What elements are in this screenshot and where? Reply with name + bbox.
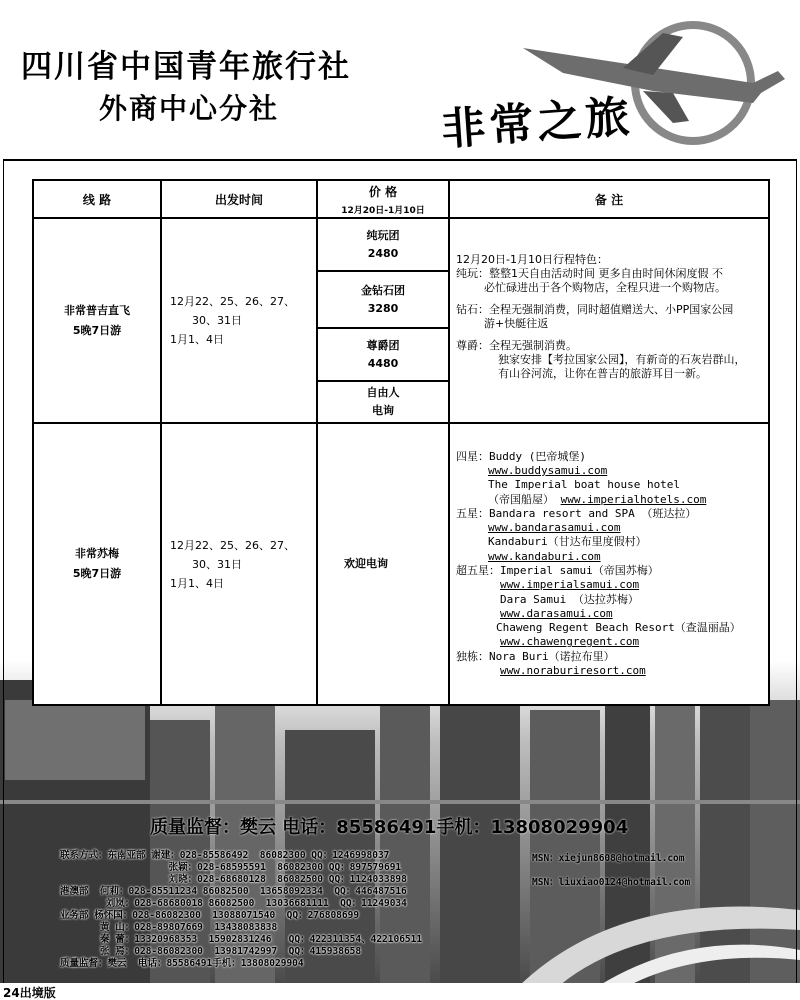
header-departure: 出发时间 bbox=[161, 180, 317, 218]
price-option-value: 3280 bbox=[367, 302, 399, 315]
contact-list bbox=[60, 850, 422, 970]
price-option-value: 电询 bbox=[372, 404, 394, 417]
footer bbox=[0, 983, 800, 1000]
departure-dates-line3: 1月1、4日 bbox=[170, 576, 224, 590]
price-option-name: 自由人 bbox=[366, 386, 400, 399]
header-price-period: 12月20日-1月10日 bbox=[341, 205, 425, 216]
table-row bbox=[33, 423, 769, 705]
price-option-name: 金钻石团 bbox=[361, 284, 405, 297]
route-name: 非常苏梅 bbox=[75, 547, 119, 560]
departure-cell bbox=[161, 218, 317, 423]
agency-branch-title: 外商中心分社 bbox=[99, 92, 280, 125]
table-row bbox=[33, 218, 769, 423]
price-option bbox=[318, 272, 448, 329]
header-route: 线 路 bbox=[33, 180, 161, 218]
contact-line: 张 焉：028-86082300 13981742997 QQ：415938658 bbox=[60, 946, 362, 957]
price-option-value: 4480 bbox=[367, 357, 399, 370]
hotel-link[interactable]: www.buddysamui.com bbox=[488, 463, 608, 477]
hotel-link[interactable]: www.imperialhotels.com bbox=[560, 492, 707, 506]
msn-contact[interactable]: MSN：xiejun8608@hotmail.com bbox=[532, 853, 685, 864]
header bbox=[3, 3, 797, 161]
note-line: 必忙碌进出于各个购物店，全程只进一个购物店。 bbox=[484, 280, 726, 294]
departure-dates-line2: 30、31日 bbox=[192, 557, 242, 571]
hotel-line: 独栋：Nora Buri（诺拉布里） bbox=[456, 649, 615, 663]
hotel-link[interactable]: www.kandaburi.com bbox=[488, 549, 601, 563]
header-notes: 备 注 bbox=[449, 180, 769, 218]
quality-supervision-banner: 质量监督：樊云 电话：85586491手机：13808029904 bbox=[150, 817, 629, 838]
price-option bbox=[318, 329, 448, 382]
contact-line: 质量监督：樊云 电话：85586491手机：13808029904 bbox=[60, 958, 304, 969]
hotel-link[interactable]: www.darasamui.com bbox=[500, 606, 613, 620]
table-header-row bbox=[33, 180, 769, 218]
route-duration: 5晚7日游 bbox=[72, 323, 122, 337]
departure-dates-line2: 30、31日 bbox=[192, 314, 242, 327]
contact-line: 业务部 杨怀国：028-86082300 13088071540 QQ：276808699 bbox=[60, 910, 360, 921]
route-name: 非常普吉直飞 bbox=[64, 303, 130, 317]
note-line: 独家安排【考拉国家公园】，有新奇的石灰岩群山， bbox=[498, 352, 746, 366]
note-line: 纯玩：整整1天自由活动时间 更多自由时间休闲度假 不 bbox=[456, 266, 723, 280]
hotel-list-cell bbox=[449, 423, 769, 705]
slogan: 非常之旅 bbox=[439, 91, 635, 156]
departure-dates-line1: 12月22、25、26、27、 bbox=[170, 538, 295, 552]
price-option-name: 纯玩团 bbox=[366, 229, 400, 242]
price-option-value: 2480 bbox=[367, 247, 399, 260]
hotel-line: 四星：Buddy (巴帝城堡) bbox=[456, 449, 586, 463]
hotel-line: Dara Samui （达拉苏梅） bbox=[500, 592, 639, 606]
hotel-line: 超五星：Imperial samui（帝国苏梅） bbox=[456, 564, 659, 577]
price-option-name: 尊爵团 bbox=[366, 339, 400, 352]
price-option bbox=[318, 382, 448, 421]
header-price: 价 格 12月20日-1月10日 bbox=[317, 180, 449, 218]
agency-title: 四川省中国青年旅行社 bbox=[21, 49, 351, 85]
departure-cell bbox=[161, 423, 317, 705]
contact-line: 港澳部 何莉：028-85511234 86082500 13658092334 QQ：446487516 bbox=[60, 886, 407, 897]
page-label: 24出境版 bbox=[3, 986, 56, 1000]
note-line: 有山谷河流，让你在普吉的旅游耳目一新。 bbox=[498, 366, 707, 380]
contact-line: 张颖：028-68595591 86082300 QQ：897579691 bbox=[60, 862, 402, 873]
msn-contact[interactable]: MSN：liuxiao0124@hotmail.com bbox=[532, 877, 691, 888]
hotel-line: The Imperial boat house hotel bbox=[488, 478, 681, 492]
contact-line: 刘岚：028-68680018 86082500 13036681111 QQ：11249034 bbox=[60, 898, 407, 909]
tour-price-table bbox=[32, 179, 770, 706]
hotel-link[interactable]: www.imperialsamui.com bbox=[500, 578, 640, 592]
hotel-link[interactable]: www.noraburiresort.com bbox=[500, 664, 646, 678]
price-inquiry: 欢迎电询 bbox=[344, 557, 388, 570]
route-duration: 5晚7日游 bbox=[72, 567, 122, 580]
price-cell bbox=[317, 218, 449, 423]
note-line: 12月20日-1月10日行程特色： bbox=[456, 252, 608, 266]
hotel-line: Chaweng Regent Beach Resort（查温丽晶） bbox=[496, 621, 741, 635]
notes-cell bbox=[449, 218, 769, 423]
price-option bbox=[318, 220, 448, 272]
note-line: 钻石：全程无强制消费，同时超值赠送大、小PP国家公园 bbox=[456, 302, 734, 316]
note-line: 尊爵：全程无强制消费。 bbox=[456, 338, 577, 352]
price-cell bbox=[317, 423, 449, 705]
hotel-line: Kandaburi（甘达布里度假村） bbox=[488, 535, 647, 549]
hotel-link[interactable]: www.bandarasamui.com bbox=[488, 521, 621, 535]
hotel-link[interactable]: www.chawengregent.com bbox=[500, 635, 640, 649]
contact-line: 黄 山：028-89807669 13438083838 bbox=[60, 922, 278, 933]
hotel-line: 五星：Bandara resort and SPA （班达拉） bbox=[456, 506, 697, 520]
hotel-line: （帝国船屋） www.imperialhotels.com bbox=[488, 492, 707, 506]
contact-line: 刘晓：028-68680128 86082500 QQ：1124033898 bbox=[60, 874, 407, 885]
contact-line: 联系方式：东南亚部 谢建：028-85586492 86082300 QQ：1246998037 bbox=[60, 850, 390, 861]
note-line: 游+快艇往返 bbox=[484, 316, 549, 330]
departure-dates-line1: 12月22、25、26、27、 bbox=[170, 295, 295, 308]
departure-dates-line3: 1月1、4日 bbox=[170, 333, 224, 346]
route-cell bbox=[33, 423, 161, 705]
route-cell bbox=[33, 218, 161, 423]
contact-line: 秦 蕾：13320968353 15902831246 QQ：422311354、422106511 bbox=[60, 934, 423, 945]
